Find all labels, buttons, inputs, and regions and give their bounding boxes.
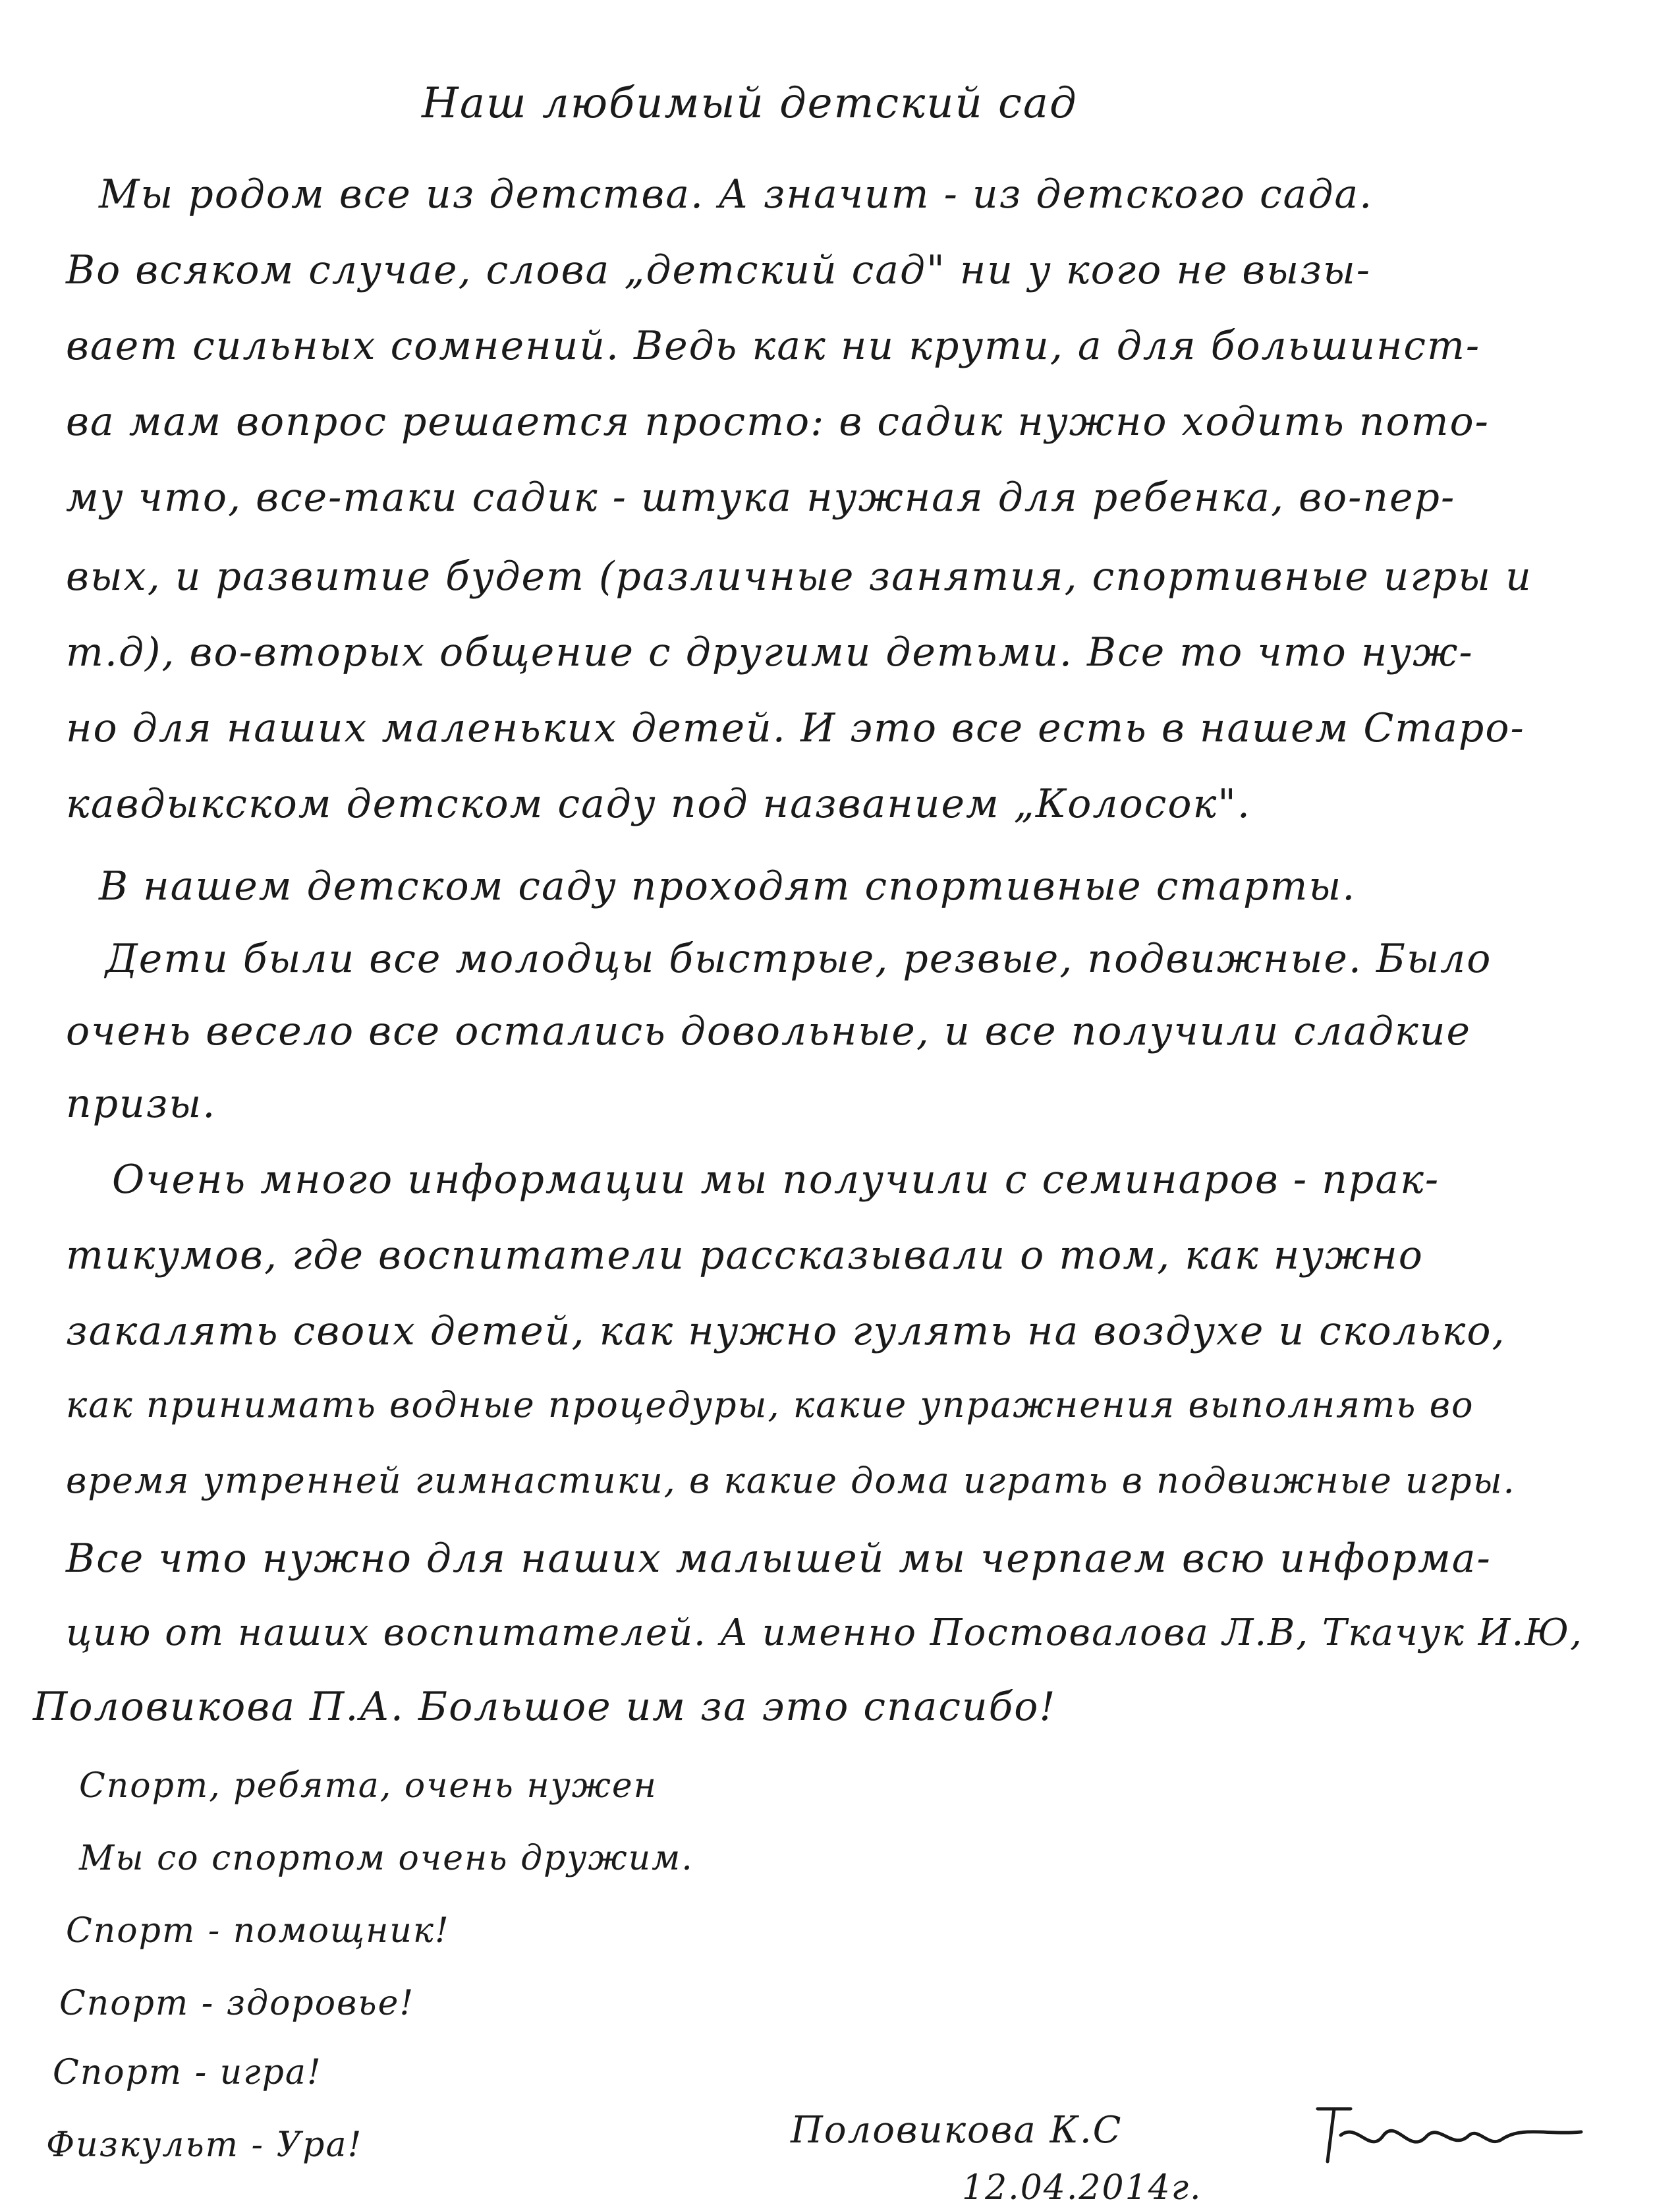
body-line-21: Половикова П.А. Большое им за это спасибо!	[33, 1684, 1057, 1730]
body-line-10: В нашем детском саду проходят спортивные старты.	[99, 863, 1357, 909]
body-line-20: цию от наших воспитателей. А именно Постовалова Л.В, Ткачук И.Ю,	[66, 1611, 1583, 1654]
body-line-15: тикумов, где воспитатели рассказывали о том, как нужно	[66, 1232, 1424, 1278]
body-line-13: призы.	[66, 1081, 217, 1127]
body-line-18: время утренней гимнастики, в какие дома играть в подвижные игры.	[66, 1460, 1516, 1501]
body-line-7: т.д), во-вторых общение с другими детьми. Все то что нуж-	[66, 629, 1474, 675]
poem-line-3: Спорт - помощник!	[66, 1911, 450, 1951]
body-line-5: му что, все-таки садик - штука нужная для ребенка, во-пер-	[66, 474, 1456, 521]
body-line-11: Дети были все молодцы быстрые, резвые, подвижные. Было	[105, 936, 1492, 982]
poem-line-4: Спорт - здоровье!	[59, 1984, 415, 2023]
body-line-3: вает сильных сомнений. Ведь как ни крути, а для большинст-	[66, 323, 1481, 369]
body-line-4: ва мам вопрос решается просто: в садик нужно ходить пото-	[66, 399, 1490, 445]
poem-line-5: Спорт - игра!	[53, 2053, 322, 2092]
body-line-14: Очень много информации мы получили с семинаров - прак-	[112, 1157, 1440, 1203]
page-title: Наш любимый детский сад	[422, 79, 1078, 128]
body-line-2: Во всяком случае, слова „детский сад" ни у кого не вызы-	[66, 247, 1372, 293]
body-line-6: вых, и развитие будет (различные занятия, спортивные игры и	[66, 554, 1532, 600]
body-line-12: очень весело все остались довольные, и все получили сладкие	[66, 1008, 1472, 1054]
poem-line-1: Спорт, ребята, очень нужен	[79, 1766, 658, 1806]
signature-date: 12.04.2014г.	[962, 2168, 1202, 2208]
body-line-8: но для наших маленьких детей. И это все есть в нашем Старо-	[66, 705, 1525, 751]
poem-line-2: Мы со спортом очень дружим.	[79, 1839, 694, 1878]
poem-line-6: Физкульт - Ура!	[46, 2125, 363, 2165]
body-line-16: закалять своих детей, как нужно гулять на воздухе и сколько,	[66, 1308, 1506, 1354]
body-line-1: Мы родом все из детства. А значит - из детского сада.	[99, 171, 1374, 217]
signature-name: Половикова К.С	[791, 2109, 1123, 2152]
handwritten-signature	[1311, 2096, 1588, 2175]
body-line-9: кавдыкском детском саду под названием „Колосок".	[66, 781, 1251, 827]
body-line-19: Все что нужно для наших малышей мы черпаем всю информа-	[66, 1535, 1492, 1582]
body-line-17: как принимать водные процедуры, какие упражнения выполнять во	[66, 1384, 1474, 1425]
